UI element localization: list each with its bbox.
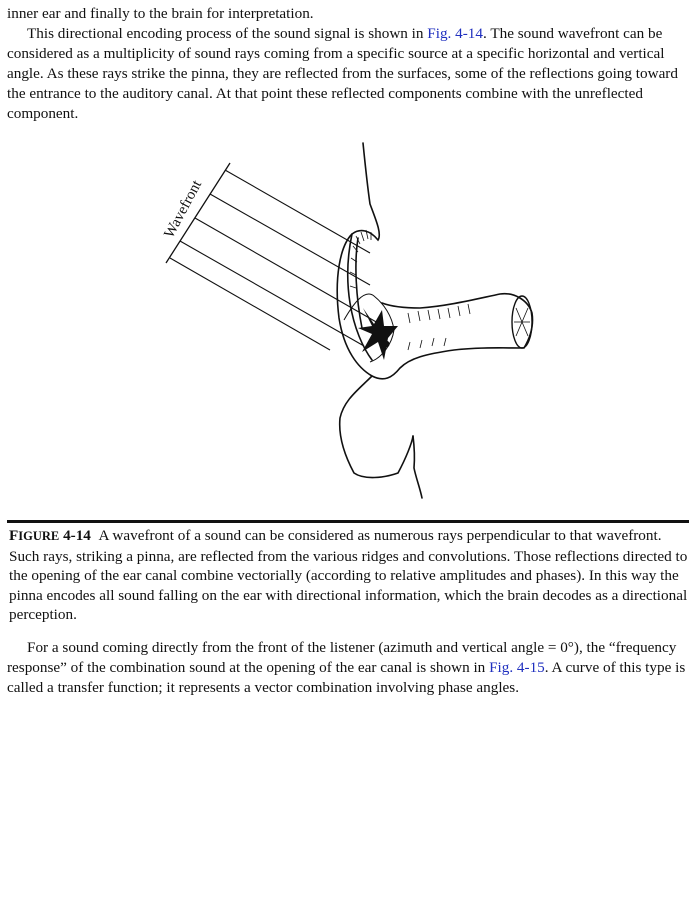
paragraph-frequency-response <box>7 638 689 698</box>
ray <box>180 241 364 346</box>
caption-number: 4-14 <box>63 527 91 544</box>
figure-link-4-14[interactable]: Fig. 4-14 <box>427 25 483 42</box>
ray <box>225 170 370 253</box>
paragraph-continuation <box>7 4 689 24</box>
paragraph-text: . The sound wavefront can be considered as a multiplicity of sound rays coming from a specific source at a specific horizontal and vertical angle. As these rays strike the pinna, they are reflected from the surfaces, some of the reflections going toward the entrance to the auditory canal. At that point these reflected components combine with the unreflected component. <box>7 25 678 122</box>
paragraph-text: This directional encoding process of the sound signal is shown in <box>27 25 428 42</box>
sound-rays <box>170 170 378 350</box>
reflection-star <box>358 308 398 360</box>
paragraph-text: For a sound coming directly from the front of the listener (azimuth and vertical angle = 0°), the “frequency response” of the combination sound at the opening of the ear canal is shown in <box>7 639 677 676</box>
canal-lines <box>514 308 530 336</box>
figure-pinna-diagram <box>158 138 538 508</box>
figure-link-4-15[interactable]: Fig. 4-15 <box>489 659 545 676</box>
caption-label <box>9 527 91 544</box>
caption-label-initial: F <box>9 527 19 544</box>
paragraph-text: . A curve of this type is called a transfer function; it represents a vector combination involving phase angles. <box>7 659 686 696</box>
figure-caption <box>9 526 689 625</box>
caption-text: A wavefront of a sound can be considered as numerous rays perpendicular to that wavefront. Such rays, striking a pinna, are reflected from the various ridges and convolutions. Those reflections directed to the opening of the ear canal combine vectorially (according to relative amplitudes and phases). In this way the pinna encodes all sound falling on the ear with directional information, which the brain decodes as a directional perception. <box>9 527 688 623</box>
caption-label-smallcaps: IGURE <box>18 529 60 543</box>
paragraph-text: inner ear and finally to the brain for interpretation. <box>7 5 314 22</box>
paragraph-encoding <box>7 24 689 124</box>
caption-rule <box>7 520 689 523</box>
ray <box>170 258 330 350</box>
pinna-outline <box>337 143 532 498</box>
wavefront-label: Wavefront <box>161 177 206 241</box>
